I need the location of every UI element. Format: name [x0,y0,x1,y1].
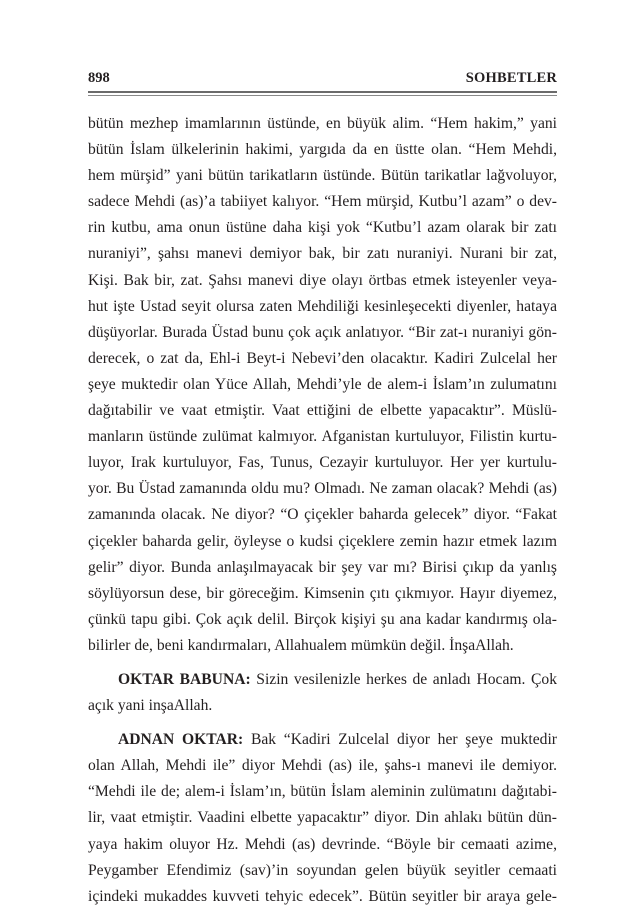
paragraph-line: çünkü tapu gibi. Çok açık delil. Birçok kişiyi şu ana kadar kandırmış ola- [88,610,557,628]
paragraph-line: sadece Mehdi (as)’a tabiiyet kalıyor. “Hem mürşid, Kutbu’l azam” o dev- [88,193,557,211]
paragraph-line: dağıtabilir ve vaat etmiştir. Vaat ettiğini de elbette yapacaktır”. Müslü- [88,402,557,420]
paragraph-line [88,667,557,693]
paragraph-line: derecek, o zat da, Ehl-i Beyt-i Nebevi’den olacaktır. Kadiri Zulcelal her [88,349,557,367]
paragraph-line: hem mürşid” yani bütün tarikatların üstünde. Bütün tarikatlar lağvoluyor, [88,167,557,185]
paragraph-line: Peygamber Efendimiz (sav)’in soyundan gelen büyük seyitler cemaati [88,861,557,879]
paragraph-line: yor. Bu Üstad zamanında oldu mu? Olmadı. Ne zaman olacak? Mehdi (as) [88,480,557,498]
paragraph-line: bilirler de, beni kandırmaları, Allahualem mümkün değil. İnşaAllah. [88,636,514,654]
header-rule-top [88,91,557,93]
paragraph-2 [88,667,557,719]
paragraph-line [88,727,557,753]
header-rule-bottom [88,95,557,96]
paragraph-line: olan Allah, Mehdi ile” diyor Mehdi (as) ile, şahs-ı manevi ile demiyor. [88,757,557,775]
speaker-name: ADNAN OKTAR: [118,731,244,749]
paragraph-line: bütün mezhep imamlarının üstünde, en büyük alim. “Hem hakim,” yani [88,115,557,132]
paragraph-line: Kişi. Bak bir, zat. Şahsı manevi diye olayı örtbas etmek isteyenler veya- [88,271,557,289]
paragraph-line: çiçekler baharda gelir, öyleyse o kudsi çiçeklere zemin hazır etmek lazım [88,532,557,550]
paragraph-line: hut işte Ustad seyit olursa zaten Mehdiliği kesinleşecekti diyenler, hataya [88,297,557,315]
paragraph-line: açık yani inşaAllah. [88,697,213,715]
body-text [88,111,557,910]
running-title: SOHBETLER [465,70,557,86]
paragraph-line: lir, vaat etmiştir. Vaadini elbette yapacaktır” diyor. Din ahlakı bütün dün- [88,809,557,827]
paragraph-line: düşüyorlar. Burada Üstad bunu çok açık anlatıyor. “Bir zat-ı nuraniyi gön- [88,323,557,341]
book-page [88,0,557,905]
paragraph-1 [88,111,557,659]
paragraph-line: zamanında olacak. Ne diyor? “O çiçekler baharda gelecek” diyor. “Fakat [88,506,557,524]
paragraph-line: rin kutbu, ama onun üstüne daha kişi yok “Kutbu’l azam olarak bir zatı [88,219,557,237]
paragraph-line: “Mehdi ile de; alem-i İslam’ın, bütün İslam aleminin zulümatını dağıtabi- [88,783,557,801]
paragraph-line: manların üstünde zulümat kalmıyor. Afganistan kurtuluyor, Filistin kurtu- [88,428,557,446]
paragraph-line: yaya hakim oluyor Hz. Mehdi (as) devrinde. “Böyle bir cemaati azime, [88,835,557,853]
paragraph-line: luyor, Irak kurtuluyor, Fas, Tunus, Cezayir kurtuluyor. Her yer kurtulu- [88,454,557,472]
running-header [88,70,557,88]
paragraph-line: nuraniyi”, şahsı manevi demiyor bak, bir zatı nuraniyi. Nurani bir zat, [88,245,557,263]
paragraph-line: söylüyorsun dese, bir göreceğim. Kimsenin çıtı çıkmıyor. Hayır diyemez, [88,584,557,602]
paragraph-text: Bak “Kadiri Zulcelal diyor her şeye muktedir [243,731,557,749]
paragraph-line: içindeki mukaddes kuvveti tehyic edecek”. Bütün seyitler bir araya gele- [88,887,557,905]
paragraph-3 [88,727,557,910]
paragraph-text: Sizin vesilenizle herkes de anladı Hocam. Çok [250,670,557,688]
paragraph-line: bütün İslam ülkelerinin hakimi, yargıda da en üstte olan. “Hem Mehdi, [88,141,557,159]
paragraph-line: şeye muktedir olan Yüce Allah, Mehdi’yle de alem-i İslam’ın zulumatını [88,375,557,393]
paragraph-line: gelir” diyor. Bunda anlaşılmayacak bir şey var mı? Birisi çıkıp da yanlış [88,558,557,576]
speaker-name: OKTAR BABUNA: [118,670,251,688]
page-number: 898 [88,70,110,86]
